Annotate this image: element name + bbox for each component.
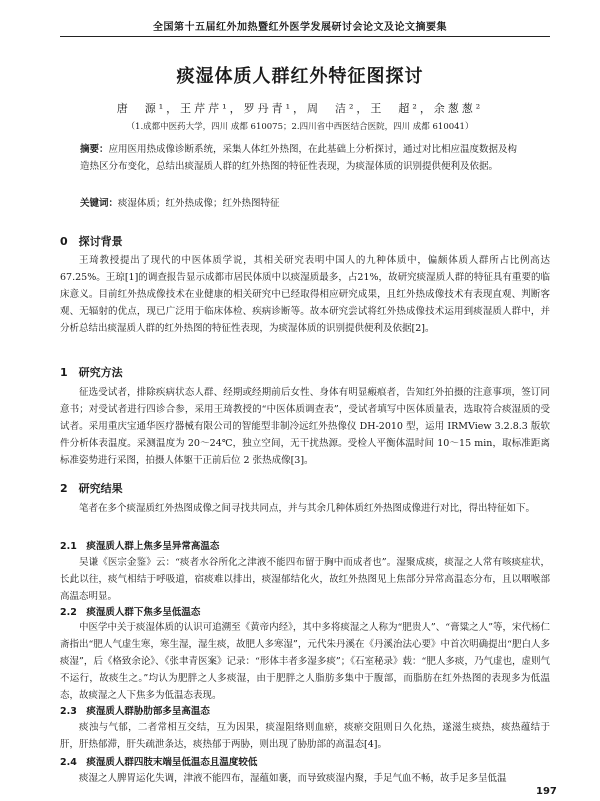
running-head: 全国第十五届红外加热暨红外医学发展研讨会论文及论文摘要集 <box>153 22 447 33</box>
keywords <box>80 195 524 212</box>
subsection-paragraph-2-2: 中医学中关于痰湿体质的认识可追溯至《黄帝内经》，其中多将痰湿之人称为“肥贵人”、“膏粱之人”等，宋代杨仁斋指出“肥人气虚生寒，寒生湿，湿生痰，故肥人多寒湿”，元代朱丹溪在《丹溪治法心要》中首次明确提出“肥白人多痰湿”，后《格致余论》、《张聿青医案》记录：“形体丰者多湿多痰”；《石室秘录》载：“肥人多痰，乃气虚也，虚则气不运行，故痰生之。”均认为肥胖之人多痰湿，由于肥胖之人脂肪多集中于腹部，而脂肪在红外热图的表现多为低温态，故痰湿之人下焦多为低温态表现。 <box>60 622 550 701</box>
subsection-paragraph-2-4: 痰湿之人脾胃运化失调，津液不能四布，湿蕴如裹，而导致痰湿内聚，手足气血不畅，故手足多呈低温 <box>79 773 507 784</box>
abstract <box>80 141 524 175</box>
section-paragraph-methods: 征选受试者，排除疾病状态人群、经期或经期前后女性、身体有明显瘢痕者，告知红外拍摄的注意事项，签订同意书；对受试者进行四诊合参，采用王琦教授的“中医体质调查表”，受试者填写中医体质量表，选取符合痰湿质的受试者。采用重庆宝通华医疗器械有限公司的智能型非制冷远红外热像仪 DH-2010 型，运用 IRMView 3.2.8.3 版软件分析体表温度。采测温度为 20～24℃，独立空间，无干扰热源。受检人平衡体温时间 10～15 min，取标准距离标准姿势进行采图，拍摄人体躯干正前后位 2 张热成像[3]。 <box>60 387 550 466</box>
keywords-label: 关键词： <box>80 198 119 209</box>
section-heading-background: 0 探讨背景 <box>60 235 123 248</box>
paper-title: 痰湿体质人群红外特征图探讨 <box>176 66 424 87</box>
page-number: 197 <box>536 786 557 797</box>
subsection-heading-2-2: 2.2 痰湿质人群下焦多呈低温态 <box>60 607 201 618</box>
affiliation: （1.成都中医药大学，四川 成都 610075；2.四川省中西医结合医院，四川 成都 610041） <box>126 122 474 132</box>
header-rule <box>60 36 550 37</box>
subsection-heading-2-3: 2.3 痰湿质人群胁肋部多呈高温态 <box>60 706 210 717</box>
section-heading-results: 2 研究结果 <box>60 482 123 495</box>
author-list: 唐 源¹，王芹芹¹，罗丹青¹，周 洁²，王 超²，余葱葱² <box>116 102 484 115</box>
subsection-heading-2-4: 2.4 痰湿质人群四肢末端呈低温态且温度较低 <box>60 757 258 768</box>
section-heading-methods: 1 研究方法 <box>60 366 123 379</box>
abstract-label: 摘要： <box>80 144 109 155</box>
subsection-paragraph-2-3: 痰浊与气郁，二者常相互交结，互为因果，痰湿阻络则血瘀，痰瘀交阻则日久化热，遂滋生痰热，痰热蕴结于肝，肝热郁滞，肝失疏泄条达，痰热郁于两胁，则出现了胁肋部的高温态[4]。 <box>60 722 550 750</box>
subsection-heading-2-1: 2.1 痰湿质人群上焦多呈异常高温态 <box>60 541 220 552</box>
keywords-text: 痰湿体质；红外热成像；红外热图特征 <box>118 198 280 209</box>
subsection-paragraph-2-1: 吴谦《医宗金鉴》云：“痰者水谷所化之津液不能四布留于胸中而成者也”。湿聚成痰，痰湿之人常有咳痰症状，长此以往，痰气相结于呼吸道，宿痰难以排出，痰湿郁结化火，故红外热图见上焦部分异常高温态分布，且以咽喉部高温态明显。 <box>60 557 550 602</box>
abstract-text: 应用医用热成像诊断系统，采集人体红外热图，在此基础上分析探讨，通过对比相应温度数据及构造热区分布变化，总结出痰湿质人群的红外热图的特征性表现，为痰湿体质的识别提供便利及依据。 <box>80 144 518 172</box>
section-paragraph-background: 王琦教授提出了现代的中医体质学说，其相关研究表明中国人的九种体质中，偏颇体质人群所占比例高达67.25%。王琼[1]的调查报告显示成都市居民体质中以痰湿质最多，占21%，故研究痰湿质人群的特征具有重要的临床意义。目前红外热成像技术在业健康的相关研究中已经取得相应研究成果，且红外热成像技术有表现直观、判断客观、无辐射的优点，现已广泛用于临床体检、疾病诊断等。故本研究尝试将红外热成像技术运用到痰湿质人群中，并分析总结出痰湿质人群的红外热图的特征性表现，为痰湿体质的识别提供便利及依据[2]。 <box>60 255 550 334</box>
section-paragraph-results: 笔者在多个痰湿质红外热图成像之间寻找共同点，并与其余几种体质红外热图成像进行对比，得出特征如下。 <box>79 503 536 514</box>
